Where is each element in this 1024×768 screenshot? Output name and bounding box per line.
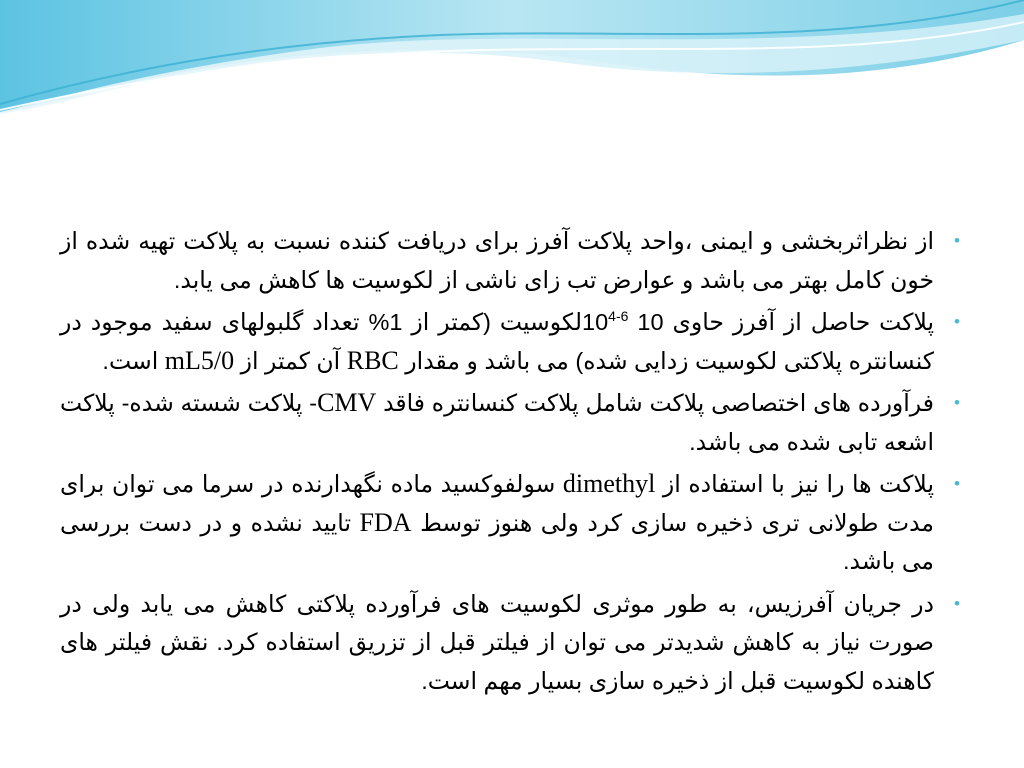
volume-value: mL5/0 (164, 345, 235, 375)
bullet-text: - پلاکت شسته شده- پلاکت اشعه تابی شده می باشد. (60, 390, 934, 455)
bullet-text: لکوسیت (کمتر از (402, 309, 583, 335)
rbc-term: RBC (346, 345, 399, 375)
bullet-item-2 (60, 303, 962, 380)
bullet-item-1 (60, 222, 962, 299)
fda-term: FDA (359, 507, 412, 537)
bullet-text: در جریان آفرزیس، به طور موثری لکوسیت های فرآورده پلاکتی کاهش می یابد ولی در صورت نیاز به کاهش شدیدتر می توان از فیلتر قبل از تزریق استفاده کرد. نقش فیلتر های کاهنده لکوسیت قبل از ذخیره سازی بسیار مهم است. (60, 590, 934, 694)
bullet-list (60, 222, 962, 700)
percent-value: 1% (368, 309, 403, 335)
bullet-text: سولفوکسید ماده نگهدارنده در سرما می توان برای مدت طولانی تری ذخیره سازی کرد ولی هنوز توسط (60, 471, 934, 536)
bullet-text: است. (102, 347, 165, 374)
bullet-text: پلاکت ها را نیز با استفاده از (655, 471, 934, 497)
bullet-text: فرآورده های اختصاصی پلاکت شامل پلاکت کنسانتره فاقد (376, 390, 934, 416)
bullet-text: تایید نشده و در دست بررسی می باشد. (60, 509, 934, 574)
cmv-term: CMV (317, 388, 377, 417)
bullet-item-5 (60, 585, 962, 701)
bullet-text: پلاکت حاصل از آفرز حاوی (663, 309, 935, 335)
header-wave-decoration (0, 0, 1024, 130)
slide-body (60, 222, 962, 704)
bullet-item-3 (60, 384, 962, 461)
bullet-text: از نظراثربخشی و ایمنی ،واحد پلاکت آفرز برای دریافت کننده نسبت به پلاکت تهیه شده از خون کامل بهتر می باشد و عوارض تب زای ناشی از لکوسیت ها کاهش می یابد. (60, 228, 934, 293)
power-term: 10$^{4-6}$ 10 (582, 308, 664, 335)
bullet-text: آن کمتر از (234, 347, 347, 374)
bullet-item-4 (60, 465, 962, 581)
dmso-term: dimethyl (562, 469, 656, 498)
bullet-text: تعداد گلبولهای سفید موجود در کنسانتره پلاکتی لکوسیت زدایی شده) می باشد و مقدار (60, 309, 934, 374)
